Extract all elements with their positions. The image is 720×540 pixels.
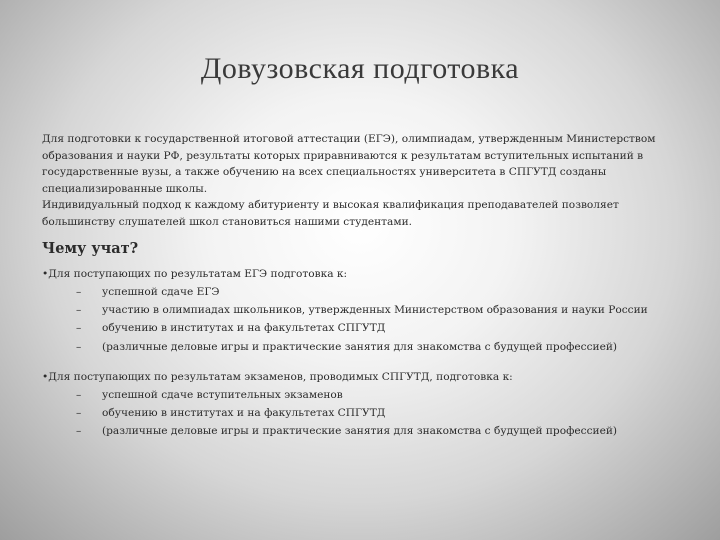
dash-bullet: – xyxy=(76,425,82,438)
dash-bullet: – xyxy=(76,407,82,420)
intro-paragraph-2: Индивидуальный подход к каждому абитуриенту и высокая квалификация преподавателей позволяет большинству слушателей школ становиться нашими студентами. xyxy=(42,199,619,228)
list-item xyxy=(42,338,682,356)
dash-bullet: – xyxy=(76,286,82,298)
list-item xyxy=(42,283,682,301)
dash-bullet: – xyxy=(76,340,82,353)
list-item xyxy=(42,301,682,319)
topic-list xyxy=(42,386,682,441)
list-item-text: обучению в институтах и на факультетах СПГУТД xyxy=(102,407,386,420)
list-item-text: (различные деловые игры и практические занятия для знакомства с будущей профессией) xyxy=(102,425,618,438)
list-item-text: участию в олимпиадах школьников, утвержденных Министерством образования и науки России xyxy=(102,304,648,317)
intro-paragraph-1: Для подготовки к государственной итоговой аттестации (ЕГЭ), олимпиадам, утвержденным Министерством образования и науки РФ, результаты которых приравниваются к результатам вступительных испытаний в государственные вузы, а также обучению на всех специальностях университета в СПГУТД созданы специализированные школы. xyxy=(42,133,656,195)
group-lead: •Для поступающих по результатам ЕГЭ подготовка к: xyxy=(42,268,348,280)
list-item xyxy=(42,422,682,440)
list-item xyxy=(42,404,682,422)
list-item-text: успешной сдаче ЕГЭ xyxy=(102,286,220,298)
list-item-text: обучению в институтах и на факультетах СПГУТД xyxy=(102,322,386,335)
audience-group-exams xyxy=(42,368,682,441)
slide-title: Довузовская подготовка xyxy=(200,52,520,85)
dash-bullet: – xyxy=(76,322,82,335)
list-item-text: успешной сдаче вступительных экзаменов xyxy=(102,389,343,401)
dash-bullet: – xyxy=(76,389,82,401)
audience-group-ege xyxy=(42,265,682,356)
topic-list xyxy=(42,283,682,356)
intro-text xyxy=(42,131,682,230)
list-item xyxy=(42,319,682,337)
dash-bullet: – xyxy=(76,304,82,317)
section-heading: Чему учат? xyxy=(42,240,139,257)
list-item-text: (различные деловые игры и практические занятия для знакомства с будущей профессией) xyxy=(102,340,618,353)
list-item xyxy=(42,386,682,404)
group-lead: •Для поступающих по результатам экзаменов, проводимых СПГУТД, подготовка к: xyxy=(42,371,513,383)
